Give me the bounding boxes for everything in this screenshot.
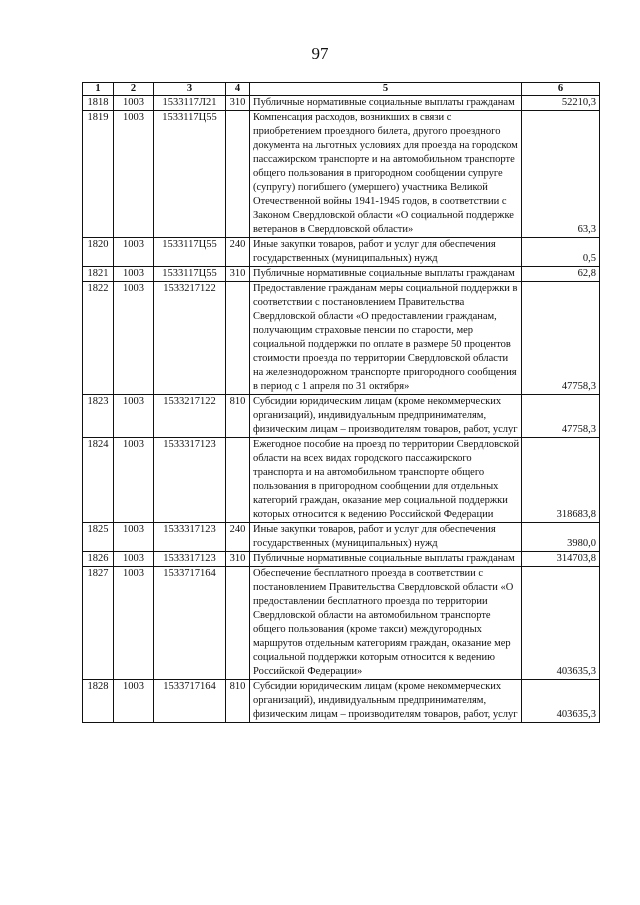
row-number: 1820 — [83, 238, 114, 267]
amount: 0,5 — [522, 238, 600, 267]
target-article-code: 1533117Ц55 — [154, 238, 226, 267]
item-name: Иные закупки товаров, работ и услуг для обеспечения государственных (муниципальных) нужд — [250, 238, 522, 267]
column-header: 4 — [226, 83, 250, 96]
table-row — [83, 111, 600, 238]
expense-type-code: 310 — [226, 267, 250, 282]
section-code: 1003 — [114, 680, 154, 723]
row-number: 1824 — [83, 438, 114, 523]
section-code: 1003 — [114, 567, 154, 680]
expense-type-code: 240 — [226, 238, 250, 267]
section-code: 1003 — [114, 438, 154, 523]
target-article-code: 1533717164 — [154, 680, 226, 723]
section-code: 1003 — [114, 523, 154, 552]
target-article-code: 1533117Ц55 — [154, 111, 226, 238]
item-name: Предоставление гражданам меры социальной поддержки в соответствии с постановлением Правительства Свердловской области «О предоставлении гражданам, получающим страховые пенсии по старости, мер социальной поддержки по оплате в размере 50 процентов стоимости проезда по территории Свердловской области на железнодорожном транспорте пригородного сообщения в период с 1 апреля по 31 октября» — [250, 282, 522, 395]
expense-type-code: 310 — [226, 96, 250, 111]
target-article-code: 1533317123 — [154, 438, 226, 523]
table-row — [83, 567, 600, 680]
section-code: 1003 — [114, 395, 154, 438]
target-article-code: 1533217122 — [154, 395, 226, 438]
table-row — [83, 680, 600, 723]
item-name: Субсидии юридическим лицам (кроме некоммерческих организаций), индивидуальным предпринимателям, физическим лицам – производителям товаров, работ, услуг — [250, 395, 522, 438]
amount: 403635,3 — [522, 680, 600, 723]
section-code: 1003 — [114, 552, 154, 567]
expense-type-code — [226, 111, 250, 238]
row-number: 1822 — [83, 282, 114, 395]
section-code: 1003 — [114, 238, 154, 267]
column-header: 1 — [83, 83, 114, 96]
row-number: 1821 — [83, 267, 114, 282]
table-row — [83, 282, 600, 395]
amount: 403635,3 — [522, 567, 600, 680]
amount: 52210,3 — [522, 96, 600, 111]
column-header: 6 — [522, 83, 600, 96]
page-number: 97 — [311, 44, 329, 63]
amount: 318683,8 — [522, 438, 600, 523]
amount: 47758,3 — [522, 395, 600, 438]
target-article-code: 1533217122 — [154, 282, 226, 395]
row-number: 1818 — [83, 96, 114, 111]
table-row — [83, 552, 600, 567]
item-name: Субсидии юридическим лицам (кроме некоммерческих организаций), индивидуальным предпринимателям, физическим лицам – производителям товаров, работ, услуг — [250, 680, 522, 723]
section-code: 1003 — [114, 96, 154, 111]
amount: 63,3 — [522, 111, 600, 238]
target-article-code: 1533317123 — [154, 523, 226, 552]
expense-type-code — [226, 567, 250, 680]
column-header: 5 — [250, 83, 522, 96]
item-name: Публичные нормативные социальные выплаты гражданам — [250, 552, 522, 567]
expense-type-code — [226, 438, 250, 523]
item-name: Публичные нормативные социальные выплаты гражданам — [250, 96, 522, 111]
table-row — [83, 96, 600, 111]
expense-type-code: 310 — [226, 552, 250, 567]
item-name: Публичные нормативные социальные выплаты гражданам — [250, 267, 522, 282]
budget-table — [82, 82, 600, 723]
column-header: 2 — [114, 83, 154, 96]
item-name: Компенсация расходов, возникших в связи с приобретением проездного билета, другого проездного документа на льготных условиях для проезда на городском пассажирском транспорте и на автомобильном транспорте общего пользования в пригородном сообщении супруге (супругу) погибшего (умершего) участника Великой Отечественной войны 1941-1945 годов, в соответствии с Законом Свердловской области «О социальной поддержке ветеранов в Свердловской области» — [250, 111, 522, 238]
row-number: 1819 — [83, 111, 114, 238]
expense-type-code: 810 — [226, 395, 250, 438]
item-name: Иные закупки товаров, работ и услуг для обеспечения государственных (муниципальных) нужд — [250, 523, 522, 552]
expense-type-code: 810 — [226, 680, 250, 723]
section-code: 1003 — [114, 282, 154, 395]
row-number: 1823 — [83, 395, 114, 438]
amount: 62,8 — [522, 267, 600, 282]
amount: 3980,0 — [522, 523, 600, 552]
row-number: 1828 — [83, 680, 114, 723]
section-code: 1003 — [114, 267, 154, 282]
table-row — [83, 267, 600, 282]
row-number: 1825 — [83, 523, 114, 552]
column-header: 3 — [154, 83, 226, 96]
item-name: Ежегодное пособие на проезд по территории Свердловской области на всех видах городского пассажирского транспорта и на автомобильном транспорте общего пользования в пригородном сообщении для отдельных категорий граждан, оказание мер социальной поддержки которых относится к ведению Российской Федерации — [250, 438, 522, 523]
table-row — [83, 438, 600, 523]
expense-type-code — [226, 282, 250, 395]
amount: 314703,8 — [522, 552, 600, 567]
target-article-code: 1533317123 — [154, 552, 226, 567]
table-row — [83, 523, 600, 552]
expense-type-code: 240 — [226, 523, 250, 552]
table-header-row — [83, 83, 600, 96]
section-code: 1003 — [114, 111, 154, 238]
item-name: Обеспечение бесплатного проезда в соответствии с постановлением Правительства Свердловской области «О предоставлении бесплатного проезда по территории Свердловской области на автомобильном транспорте общего пользования (кроме такси) междугородных маршрутов отдельным категориям граждан, оказание мер социальной поддержки которым относится к ведению Российской Федерации» — [250, 567, 522, 680]
row-number: 1826 — [83, 552, 114, 567]
table-row — [83, 238, 600, 267]
target-article-code: 1533717164 — [154, 567, 226, 680]
row-number: 1827 — [83, 567, 114, 680]
target-article-code: 1533117Ц55 — [154, 267, 226, 282]
amount: 47758,3 — [522, 282, 600, 395]
target-article-code: 1533117Л21 — [154, 96, 226, 111]
table-row — [83, 395, 600, 438]
